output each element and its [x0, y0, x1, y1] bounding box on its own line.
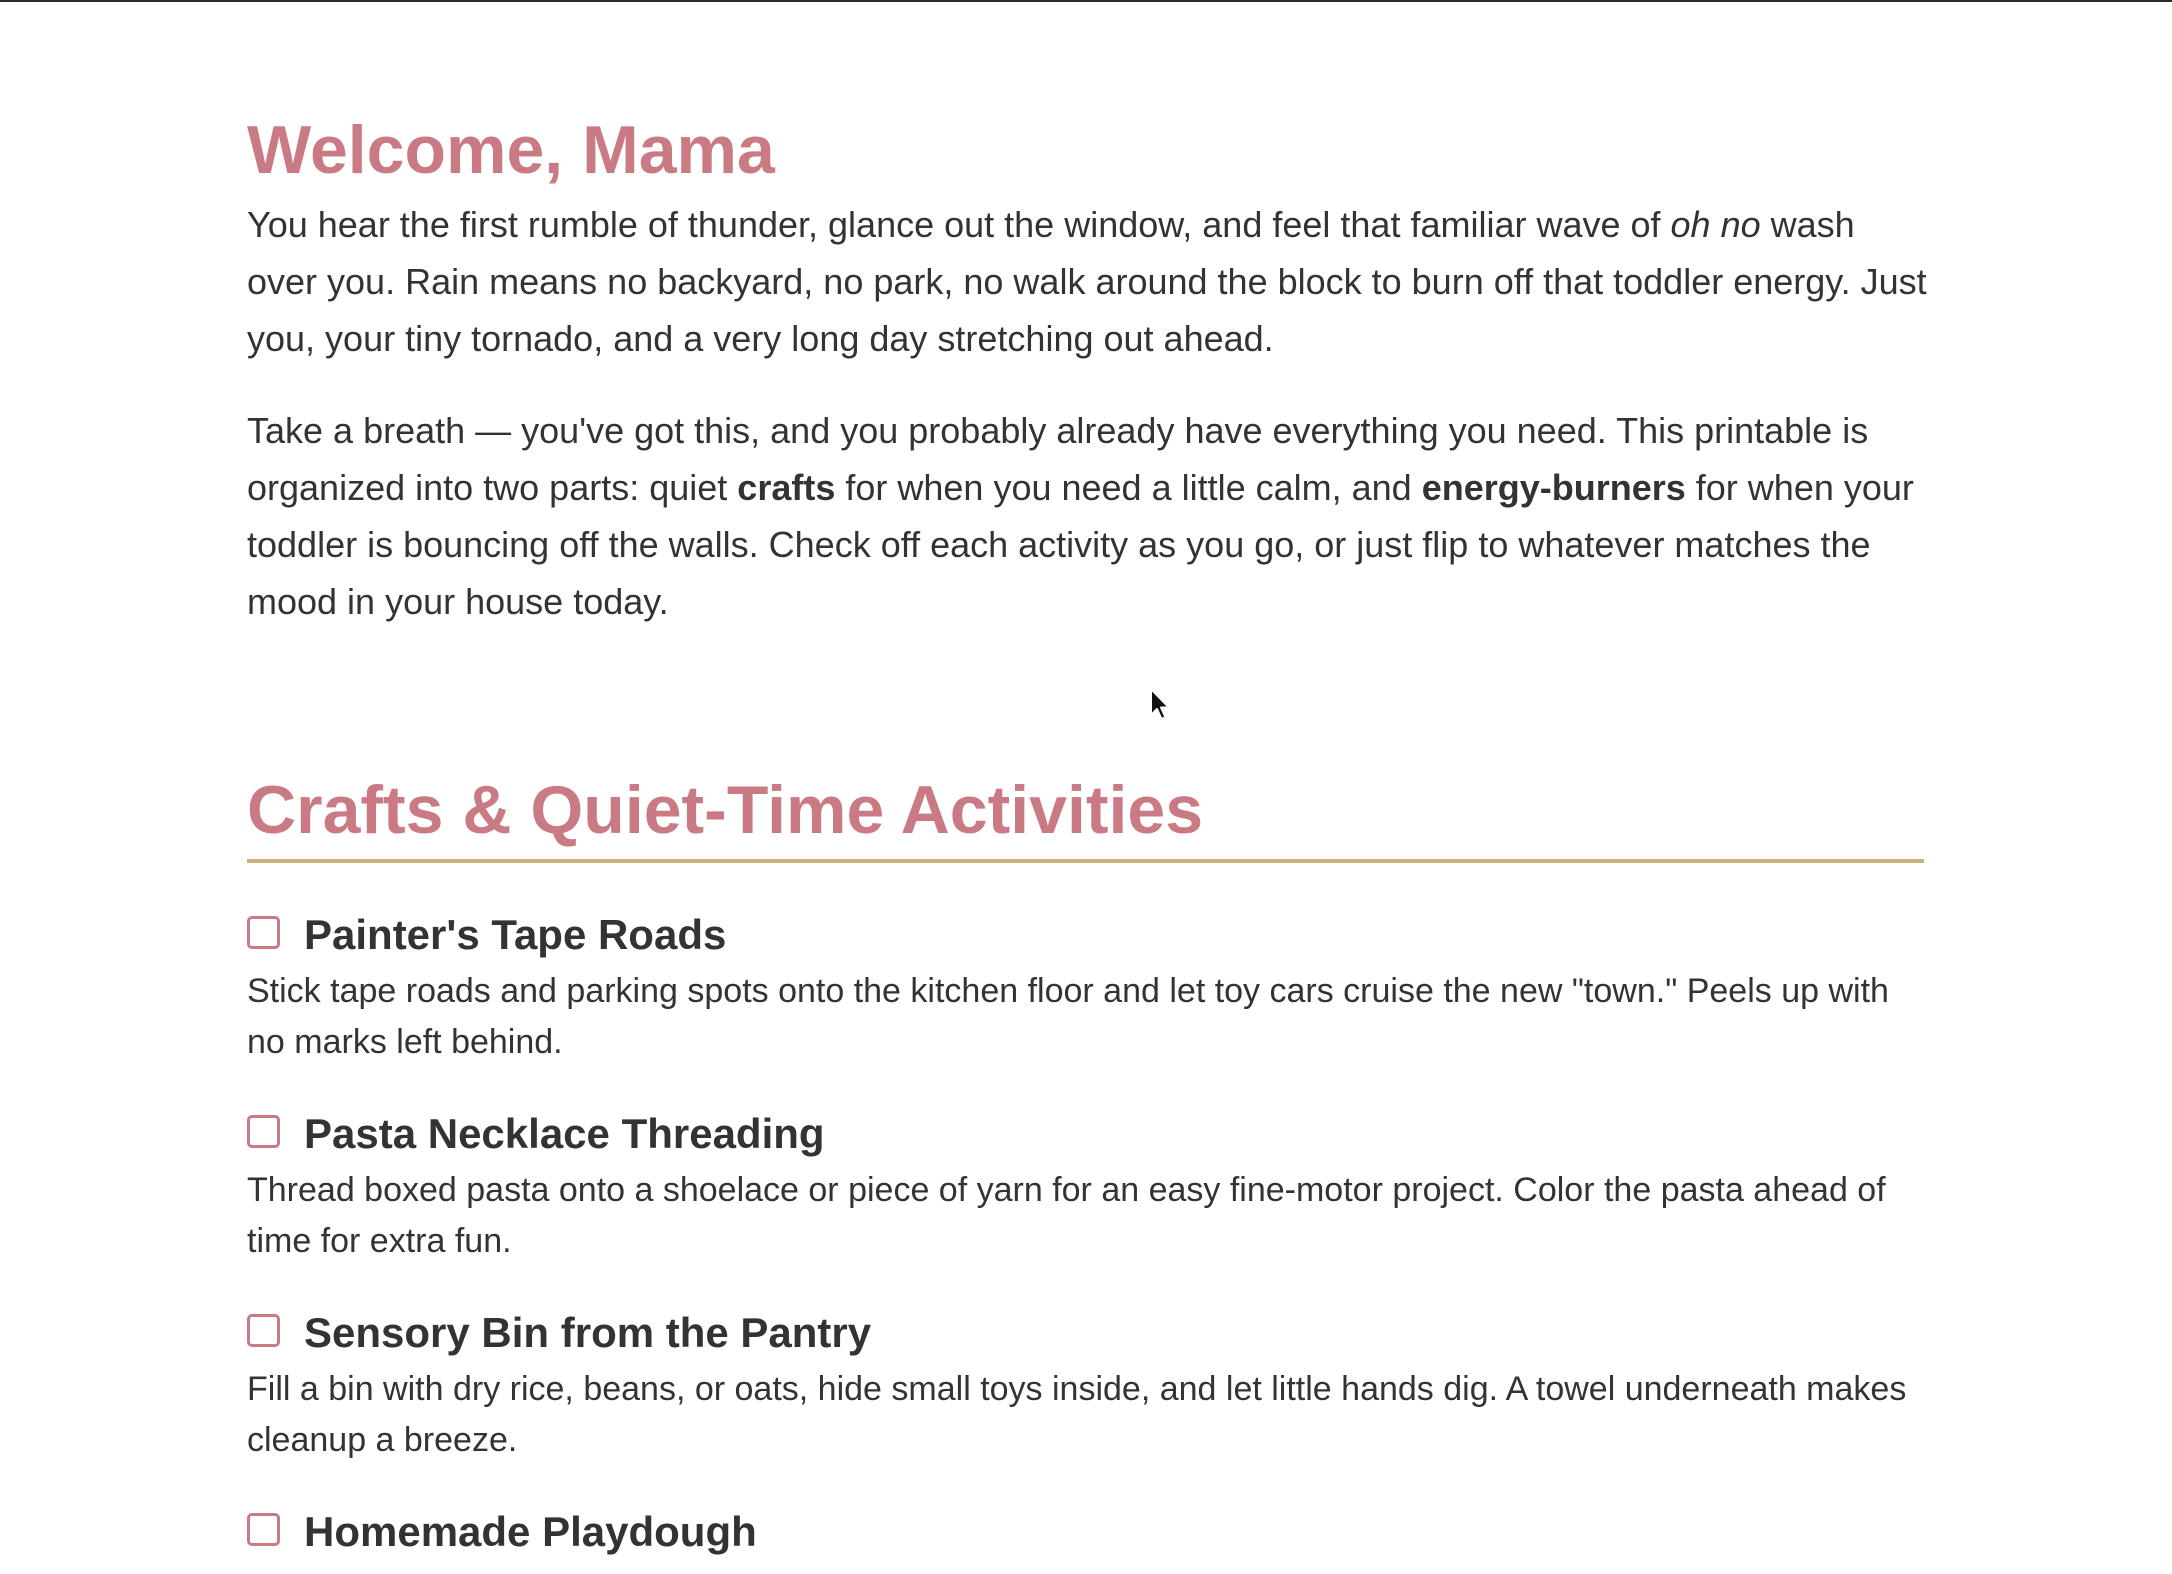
activity-header — [247, 1507, 1927, 1563]
welcome-heading: Welcome, Mama — [247, 112, 775, 188]
intro-2-text-a: Take a breath — you've got this, and you probably already have everything you need. This printable is organized into two parts: quiet — [247, 410, 1869, 508]
activity-title: Sensory Bin from the Pantry — [304, 1309, 872, 1356]
activity-description: Fill a bin with dry rice, beans, or oats, hide small toys inside, and let little hands dig. A towel underneath makes cleanup a breeze. — [247, 1370, 1907, 1459]
intro-1-italic: oh no — [1670, 204, 1761, 245]
activity-header — [247, 1308, 1927, 1364]
intro-2-bold-crafts: crafts — [737, 467, 836, 508]
intro-1-text-b: wash over you. Rain means no backyard, no park, no walk around the block to burn off that toddler energy. Just you, your tiny tornado, and a very long day stretching out ahead. — [247, 204, 1927, 359]
activity-title: Homemade Playdough — [304, 1508, 757, 1555]
checkbox-icon[interactable] — [247, 1115, 280, 1148]
intro-1-text-a: You hear the first rumble of thunder, glance out the window, and feel that familiar wave of — [247, 204, 1671, 245]
checkbox-icon[interactable] — [247, 916, 280, 949]
activity-description: Thread boxed pasta onto a shoelace or piece of yarn for an easy fine-motor project. Color the pasta ahead of time for extra fun. — [247, 1171, 1886, 1260]
activity-header — [247, 1109, 1927, 1165]
intro-paragraph-2 — [247, 402, 1927, 630]
window-top-border — [0, 0, 2172, 2]
checkbox-icon[interactable] — [247, 1314, 280, 1347]
section-heading: Crafts & Quiet-Time Activities — [247, 772, 1204, 848]
intro-2-bold-energy: energy-burners — [1421, 467, 1686, 508]
activity-item — [247, 910, 1927, 1068]
intro-2-text-c: for when your toddler is bouncing off the walls. Check off each activity as you go, or just flip to whatever matches the mood in your house today. — [247, 467, 1914, 622]
intro-2-text-b: for when you need a little calm, and — [835, 467, 1422, 508]
activity-item — [247, 1308, 1927, 1466]
mouse-pointer-icon — [1149, 687, 1173, 723]
activity-description: Stick tape roads and parking spots onto the kitchen floor and let toy cars cruise the new "town." Peels up with no marks left behind. — [247, 972, 1889, 1061]
activity-header — [247, 910, 1927, 966]
checkbox-icon[interactable] — [247, 1513, 280, 1546]
intro-paragraph-1 — [247, 196, 1927, 367]
activity-title: Pasta Necklace Threading — [304, 1110, 825, 1157]
section-divider — [247, 859, 1924, 863]
activity-title: Painter's Tape Roads — [304, 911, 727, 958]
activity-item — [247, 1507, 1927, 1563]
activity-item — [247, 1109, 1927, 1267]
